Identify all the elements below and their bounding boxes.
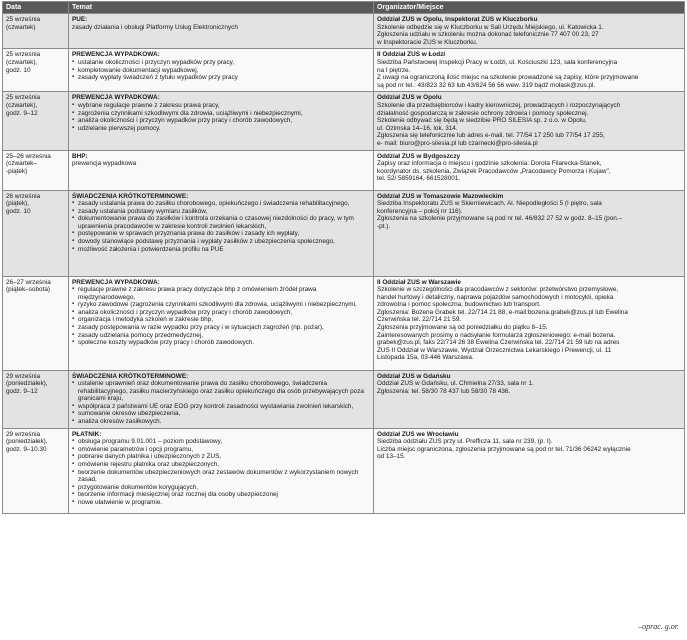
date-line: (czwartek) xyxy=(6,23,36,31)
date-line: -piątek) xyxy=(6,167,28,175)
topic-bullet: ▪ przygotowanie dokumentów korygujących, xyxy=(72,484,370,492)
organizer-name: Oddział ZUS w Opolu, Inspektorat ZUS w Kluczborku xyxy=(377,16,538,23)
topic-bullet: ▪ możliwość założenia i potwierdzenia profilu na PUE xyxy=(72,246,370,254)
organizer-line: Siedziba Inspektoratu ZUS w Skierniewicach, Al. Niepodległości 5 (I piętro, sala xyxy=(377,200,602,208)
topic-cell xyxy=(69,92,374,150)
topic-bullet: ▪ analiza okoliczności i przyczyn wypadków przy pracy i chorób zawodowych, xyxy=(72,309,370,317)
organizer-cell xyxy=(374,370,685,428)
topic-bullet: ▪ analiza okoliczności i przyczyn wypadków przy pracy i chorób zawodowych, xyxy=(72,117,370,125)
date-line: (czwartek– xyxy=(6,160,37,168)
topic-bullet: ▪ regulacje prawne z zakresu prawa pracy dotyczące bhp z omówieniem źródeł prawa międzynarodowego, xyxy=(72,286,370,301)
date-line: 29 września xyxy=(6,430,41,438)
training-schedule xyxy=(2,1,684,514)
date-cell xyxy=(3,276,69,370)
topic-bullet: ▪ zasady ustalania prawa do zasiłku chorobowego, opiekuńczego i świadczenia rehabilitacyjnego, xyxy=(72,200,370,208)
topic-bullet: ▪ zagrożenia czynnikami szkodliwymi dla zdrowia, uciążliwymi i niebezpiecznymi, xyxy=(72,110,370,118)
date-line: godz. 10 xyxy=(6,207,31,215)
topic-bullet: ▪ postępowanie w sprawach przyznania prawa do zasiłków i zasady ich wypłaty, xyxy=(72,230,370,238)
topic-bullet: ▪ społeczne koszty wypadków przy pracy i chorób zawodowych. xyxy=(72,339,370,347)
organizer-line: e- mail: biuro@pro-silesia.pl lub czarnecki@pro-silesia.pl xyxy=(377,139,538,147)
date-cell xyxy=(3,150,69,190)
date-line: (czwartek), xyxy=(6,101,38,109)
topic-cell xyxy=(69,49,374,92)
topic-bullet: ▪ ustalenie uprawnień oraz dokumentowanie prawa do zasiłku chorobowego, świadczenia rehabilitacyjnego, zasiłku macierzyńskiego oraz zasiłku opiekuńczego dla osób przebywających poza granicami kraju, xyxy=(72,380,370,403)
table-row xyxy=(3,92,685,150)
organizer-line: Zgłoszenia udziału w szkoleniu można dokonać telefonicznie 77 407 00 23, 27 xyxy=(377,31,599,39)
table-row xyxy=(3,49,685,92)
header-organizer: Organizator/Miejsce xyxy=(374,2,685,14)
organizer-name: II Oddział ZUS w Warszawie xyxy=(377,278,461,286)
topic-title: BHP: xyxy=(72,152,88,160)
date-line: (czwartek), xyxy=(6,58,38,66)
topic-title: ŚWIADCZENIA KRÓTKOTERMINOWE: xyxy=(72,372,189,380)
schedule-table xyxy=(2,1,685,514)
organizer-line: są pod nr tel.: 43/823 32 63 lub 43/824 56 56 wew. 319 bądź mołask@zus.pl. xyxy=(377,81,596,89)
organizer-line: Liczba miejsc ograniczona, zgłoszenia przyjmowane są pod nr tel. 71/36 06242 wyłącznie xyxy=(377,445,631,453)
topic-cell xyxy=(69,276,374,370)
date-line: godz. 9–10.30 xyxy=(6,445,47,453)
organizer-cell xyxy=(374,428,685,513)
topic-title: PREWENCJA WYPADKOWA: xyxy=(72,94,160,102)
date-line: godz. 9–12 xyxy=(6,109,38,117)
organizer-line: grabek@zus.pl, faks 22/714 26 38 Ewelina Czerwińska tel. 22/714 21 59 lub na adres xyxy=(377,339,620,347)
topic-bullet: ▪ analiza okresów zasiłkowych. xyxy=(72,418,370,426)
organizer-line: Zapisy oraz informacja o miejscu i godzinie szkolenia: Dorota Filarecka-Stanek, xyxy=(377,160,602,168)
topic-title: PREWENCJA WYPADKOWA: xyxy=(72,51,160,59)
organizer-line: -pt.). xyxy=(377,222,391,230)
organizer-line: Zgłoszenia: Bożena Grabek tel. 22/714 21 88, e-mail:bozena.grabek@zus.pl lub Ewelina xyxy=(377,308,628,316)
topic-bullet: ▪ nowe ułatwienie w programie. xyxy=(72,499,370,507)
topic-bullet: ▪ dowody stanowiące podstawę przyznania i wypłaty zasiłków z ubezpieczenia społecznego, xyxy=(72,238,370,246)
header-topic: Temat xyxy=(69,2,374,14)
topic-bullet: ▪ zasady udzielania pomocy przedmedycznej, xyxy=(72,332,370,340)
organizer-cell xyxy=(374,190,685,276)
table-row xyxy=(3,370,685,428)
date-cell xyxy=(3,428,69,513)
organizer-line: Zgłoszenia: tel. 58/30 78 437 lub 58/30 78 436. xyxy=(377,387,511,395)
organizer-line: tel. 52/ 5859164, 661528001. xyxy=(377,175,461,183)
topic-cell xyxy=(69,150,374,190)
organizer-cell xyxy=(374,14,685,49)
date-line: godz. 9–12 xyxy=(6,387,38,395)
topic-cell xyxy=(69,370,374,428)
topic-bullet: ▪ współpraca z państwami UE oraz EOG przy kontroli zasadności wystawiania zwolnień lekarskich, xyxy=(72,403,370,411)
organizer-line: w Inspektoracie ZUS w Kluczborku. xyxy=(377,38,478,46)
organizer-line: Zgłoszenia się telefonicznie lub adres e-mail. tel. 77/54 17 250 lub 77/54 17 255, xyxy=(377,132,605,140)
organizer-line: na I piętrze. xyxy=(377,66,411,74)
organizer-line: ZUS II Oddział w Warszawie, Wydział Orzecznictwa Lekarskiego i Prewencji, ul. 11 xyxy=(377,346,612,354)
topic-bullet: ▪ ryzyko zawodowe (zagrożenia czynnikami szkodliwymi dla zdrowia, uciążliwymi i niebezpiecznymi, xyxy=(72,301,370,309)
date-line: 26 września xyxy=(6,192,41,200)
organizer-line: Zgłoszenia na szkolenie przyjmowane są pod nr tel. 46/832 27 52 w godz. 8–15 (pon.– xyxy=(377,215,623,223)
organizer-line: zdrowotna i pomoc społeczna, budownictwo lub transport. xyxy=(377,301,541,309)
topic-line: prewencja wypadkowa xyxy=(72,160,137,168)
organizer-line: Czerwińska tel. 22/714 21 59. xyxy=(377,316,462,324)
date-line: 25 września xyxy=(6,51,41,59)
topic-bullet: ▪ tworzenie informacji miesięcznej oraz rocznej dla osoby ubezpieczonej xyxy=(72,491,370,499)
topic-title: PUE: xyxy=(72,16,88,23)
table-row xyxy=(3,190,685,276)
date-cell xyxy=(3,49,69,92)
organizer-line: Szkolenie odbywać się będą w siedzibie PRO SILESIA sp. z o.o. w Opolu, xyxy=(377,117,587,125)
table-row xyxy=(3,428,685,513)
organizer-name: II Oddział ZUS w Łodzi xyxy=(377,51,446,59)
date-cell xyxy=(3,370,69,428)
author-credit: –oprac. g.or. xyxy=(638,622,679,631)
organizer-line: Zainteresowanych prosimy o nadsyłanie formularza zgłoszeniowego: e-mail bozena. xyxy=(377,331,616,339)
topic-cell xyxy=(69,428,374,513)
organizer-cell xyxy=(374,276,685,370)
organizer-line: Oddział ZUS w Gdańsku, ul. Chmielna 27/33, sala nr 1. xyxy=(377,380,534,388)
organizer-line: Szkolenie odbędzie się w Kluczborku w Sali Urzędu Miejskiego, ul. Katowicka 1. xyxy=(377,23,604,31)
topic-bullet: ▪ tworzenie dokumentów ubezpieczeniowych oraz zestawów dokumentów z wykorzystaniem nowych zasad, xyxy=(72,469,370,484)
topic-cell xyxy=(69,14,374,49)
organizer-line: Siedziba Państwowej Inspekcji Pracy w Łodzi, ul. Kościuszki 123, sala konferencyjna xyxy=(377,58,618,66)
date-cell xyxy=(3,92,69,150)
topic-title: ŚWIADCZENIA KRÓTKOTERMINOWE: xyxy=(72,192,189,200)
organizer-line: Siedziba oddziału ZUS przy ul. Prefficza 11, sala nr 239, (p. I). xyxy=(377,438,553,446)
date-cell xyxy=(3,14,69,49)
organizer-line: Szkolenie dla przedsiębiorców i kadry kierowniczej, prowadzących i rozpoczynających xyxy=(377,101,621,109)
topic-bullet: ▪ ustalanie okoliczności i przyczyn wypadków przy pracy, xyxy=(72,59,370,67)
table-row xyxy=(3,14,685,49)
date-line: (poniedziałek), xyxy=(6,380,48,388)
topic-bullet: ▪ omówienie rejestru płatnika oraz ubezpieczonych, xyxy=(72,461,370,469)
topic-line: zasady działania i obsługi Platformy Usług Elektronicznych xyxy=(72,23,238,31)
organizer-line: ul. Ozimska 14–16, lok. 314. xyxy=(377,124,458,132)
organizer-cell xyxy=(374,49,685,92)
organizer-line: koordynator ds. szkolenia, Związek Pracodawców „Pracodawcy Pomorza i Kujaw", xyxy=(377,167,611,175)
organizer-name: Oddział ZUS we Wrocławiu xyxy=(377,430,459,438)
organizer-cell xyxy=(374,150,685,190)
organizer-line: Z uwagi na ograniczoną ilość miejsc na szkolenie prowadzone są zapisy, które przyjmowane xyxy=(377,74,639,82)
topic-bullet: ▪ wybrane regulacje prawne z zakresu prawa pracy, xyxy=(72,102,370,110)
organizer-line: Zgłoszenia przyjmowane są od poniedziałku do piątku 8–15. xyxy=(377,324,548,332)
topic-title: PŁATNIK: xyxy=(72,430,102,438)
organizer-line: Listopada 15a, 03-446 Warszawa. xyxy=(377,354,474,362)
date-line: 25–26 września xyxy=(6,152,51,160)
topic-bullet: ▪ obsługa programu 9.01.001 – poziom podstawowy, xyxy=(72,438,370,446)
date-line: 29 września xyxy=(6,372,41,380)
organizer-line: Szkolenie w szczególności dla pracodawców z sektorów: przetwórstwo przemysłowe, xyxy=(377,286,619,294)
date-line: 25 września xyxy=(6,16,41,23)
topic-bullet: ▪ dokumentowanie prawa do zasiłków i kontrola orzekania o czasowej niezdolności do pracy, w tym uprawnienia pracodawców w zakresie kontroli zwolnień lekarskich, xyxy=(72,215,370,230)
organizer-line: konferencyjna – pokój nr 116). xyxy=(377,207,463,215)
organizer-name: Oddział ZUS w Gdańsku xyxy=(377,372,451,380)
topic-bullet: ▪ kompletowanie dokumentacji wypadkowej, xyxy=(72,67,370,75)
header-row xyxy=(3,2,685,14)
date-line: (poniedziałek), xyxy=(6,438,48,446)
topic-title: PREWENCJA WYPADKOWA: xyxy=(72,278,160,286)
organizer-cell xyxy=(374,92,685,150)
organizer-line: od 13–15. xyxy=(377,453,406,461)
date-line: 26–27 września xyxy=(6,278,51,286)
topic-bullet: ▪ udzielanie pierwszej pomocy. xyxy=(72,125,370,133)
topic-bullet: ▪ pobranie danych płatnika i ubezpieczonych z ZUS, xyxy=(72,453,370,461)
date-cell xyxy=(3,190,69,276)
topic-bullet: ▪ omówienie parametrów i opcji programu, xyxy=(72,446,370,454)
organizer-line: działalność gospodarczą w zakresie ochrony zdrowia i pomocy społecznej. xyxy=(377,109,589,117)
topic-cell xyxy=(69,190,374,276)
organizer-line: handel hurtowy i detaliczny, naprawa pojazdów samochodowych i motocykli, opieka xyxy=(377,293,614,301)
topic-bullet: ▪ zasady ustalania podstawy wymiaru zasiłków, xyxy=(72,208,370,216)
topic-bullet: ▪ zasady wypłaty świadczeń z tytułu wypadków przy pracy xyxy=(72,74,370,82)
date-line: 25 września xyxy=(6,94,41,102)
topic-bullet: ▪ sumowanie okresów ubezpieczenia, xyxy=(72,410,370,418)
organizer-name: Oddział ZUS w Tomaszowie Mazowieckim xyxy=(377,192,504,200)
table-row xyxy=(3,150,685,190)
organizer-name: Oddział ZUS w Opolu xyxy=(377,94,442,102)
topic-bullet: ▪ organizacja i metodyka szkoleń w zakresie bhp, xyxy=(72,316,370,324)
topic-bullet: ▪ zasady postępowania w razie wypadku przy pracy i w sytuacjach zagrożeń (np. pożar), xyxy=(72,324,370,332)
table-row xyxy=(3,276,685,370)
organizer-name: Oddział ZUS w Bydgoszczy xyxy=(377,152,461,160)
date-line: godz. 10 xyxy=(6,66,31,74)
date-line: (piątek–sobota) xyxy=(6,286,51,294)
date-line: (piątek), xyxy=(6,200,30,208)
header-date: Data xyxy=(3,2,69,14)
